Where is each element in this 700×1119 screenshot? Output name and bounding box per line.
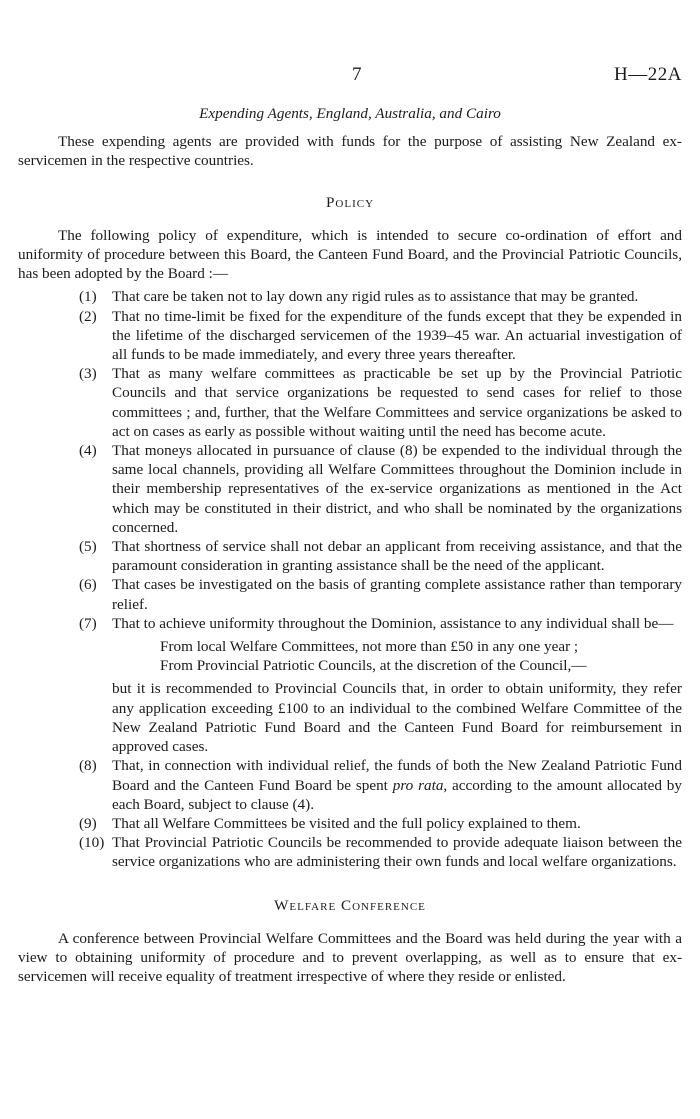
policy-item: [18, 814, 682, 833]
policy-item: [18, 537, 682, 575]
policy-item-number: (4): [79, 442, 97, 460]
policy-item-number: (10): [79, 834, 105, 852]
item7-continuation: but it is recommended to Provincial Councils that, in order to obtain uniformity, they refer any application exceeding £100 to an individual to the combined Welfare Committee of the New Zealand Patriotic Fund Board and the Canteen Fund Board for reimbursement in approved cases.: [112, 680, 682, 756]
policy-item-number: (8): [79, 757, 97, 775]
policy-item: [18, 307, 682, 365]
policy-item: [18, 614, 682, 633]
policy-item: [18, 575, 682, 613]
policy-list-continued: [18, 756, 682, 871]
policy-list: [18, 287, 682, 633]
policy-item-text: That Provincial Patriotic Councils be recommended to provide adequate liaison between the service organizations who are administering their own funds and local welfare organizations.: [112, 834, 682, 871]
pro-rata-italic: pro rata: [392, 776, 444, 794]
policy-item-number: (9): [79, 814, 97, 832]
body-text: [18, 104, 682, 986]
policy-item: [18, 364, 682, 441]
assistance-limit-local: From local Welfare Committees, not more than £50 in any one year ;: [160, 638, 579, 656]
policy-item: [18, 287, 682, 306]
policy-item-text: , according to the amount allocated by each Board, subject to clause (4).: [112, 776, 682, 813]
policy-item-text: That care be taken not to lay down any rigid rules as to assistance that may be granted.: [112, 288, 639, 306]
policy-item-text: That cases be investigated on the basis of granting complete assistance rather than temporary relief.: [112, 576, 682, 613]
policy-item-number: (6): [79, 576, 97, 594]
page-header: [0, 64, 700, 88]
policy-intro-paragraph: The following policy of expenditure, which is intended to secure co-ordination of effort and uniformity of procedure between this Board, the Canteen Fund Board, and the Provincial Patriotic Councils, has been adopted by the Board :—: [18, 226, 682, 283]
assistance-limits: [18, 637, 682, 675]
section-heading-expending-agents: Expending Agents, England, Australia, and Cairo: [199, 105, 501, 122]
policy-item: [18, 756, 682, 814]
policy-item-text: That, in connection with individual relief, the funds of both the New Zealand Patriotic Fund Board and the Canteen Fund Board be spent: [112, 757, 682, 794]
section-heading-policy: Policy: [325, 193, 375, 211]
expending-agents-paragraph: These expending agents are provided with funds for the purpose of assisting New Zealand ex-servicemen in the respective countries.: [18, 133, 682, 170]
policy-item-text: That as many welfare committees as practicable be set up by the Provincial Patriotic Councils and that service organizations be requested to send cases for relief to those committees ; and, further, that the Welfare Committees and service organizations be asked to act on cases as early as possible without waiting until the need has become acute.: [112, 365, 682, 440]
page-number: 7: [352, 64, 362, 85]
assistance-limit-provincial: From Provincial Patriotic Councils, at the discretion of the Council,—: [160, 657, 587, 675]
policy-item-number: (1): [79, 288, 97, 306]
policy-item-text: That all Welfare Committees be visited and the full policy explained to them.: [112, 814, 581, 832]
policy-item-number: (7): [79, 614, 97, 632]
policy-item-text: That no time-limit be fixed for the expenditure of the funds except that they be expended in the lifetime of the discharged servicemen of the 1939–45 war. An actuarial investigation of all funds to be made immediately, and every three years thereafter.: [112, 307, 682, 364]
section-heading-welfare-conference: Welfare Conference: [274, 896, 426, 914]
policy-item: [18, 441, 682, 537]
policy-item: [18, 833, 682, 871]
policy-item-text: That to achieve uniformity throughout the Dominion, assistance to any individual shall be—: [112, 614, 674, 632]
policy-item-text: That moneys allocated in pursuance of clause (8) be expended to the individual through the same local channels, providing all Welfare Committees throughout the Dominion include in their membership representatives of the ex-service organizations as mentioned in the Act which may be constituted in their district, and who shall be nominated by the organizations concerned.: [112, 442, 682, 536]
policy-item-text: That shortness of service shall not debar an applicant from receiving assistance, and that the paramount consideration in granting assistance shall be the need of the applicant.: [112, 538, 682, 575]
policy-item-number: (5): [79, 538, 97, 556]
policy-item-number: (2): [79, 307, 97, 325]
policy-item-number: (3): [79, 365, 97, 383]
welfare-conference-paragraph: A conference between Provincial Welfare Committees and the Board was held during the year with a view to obtaining uniformity of procedure and to prevent overlapping, as well as to ensure that ex-servicemen will receive equality of treatment irrespective of where they reside or enlisted.: [18, 929, 682, 986]
document-reference: H—22A: [614, 64, 682, 85]
